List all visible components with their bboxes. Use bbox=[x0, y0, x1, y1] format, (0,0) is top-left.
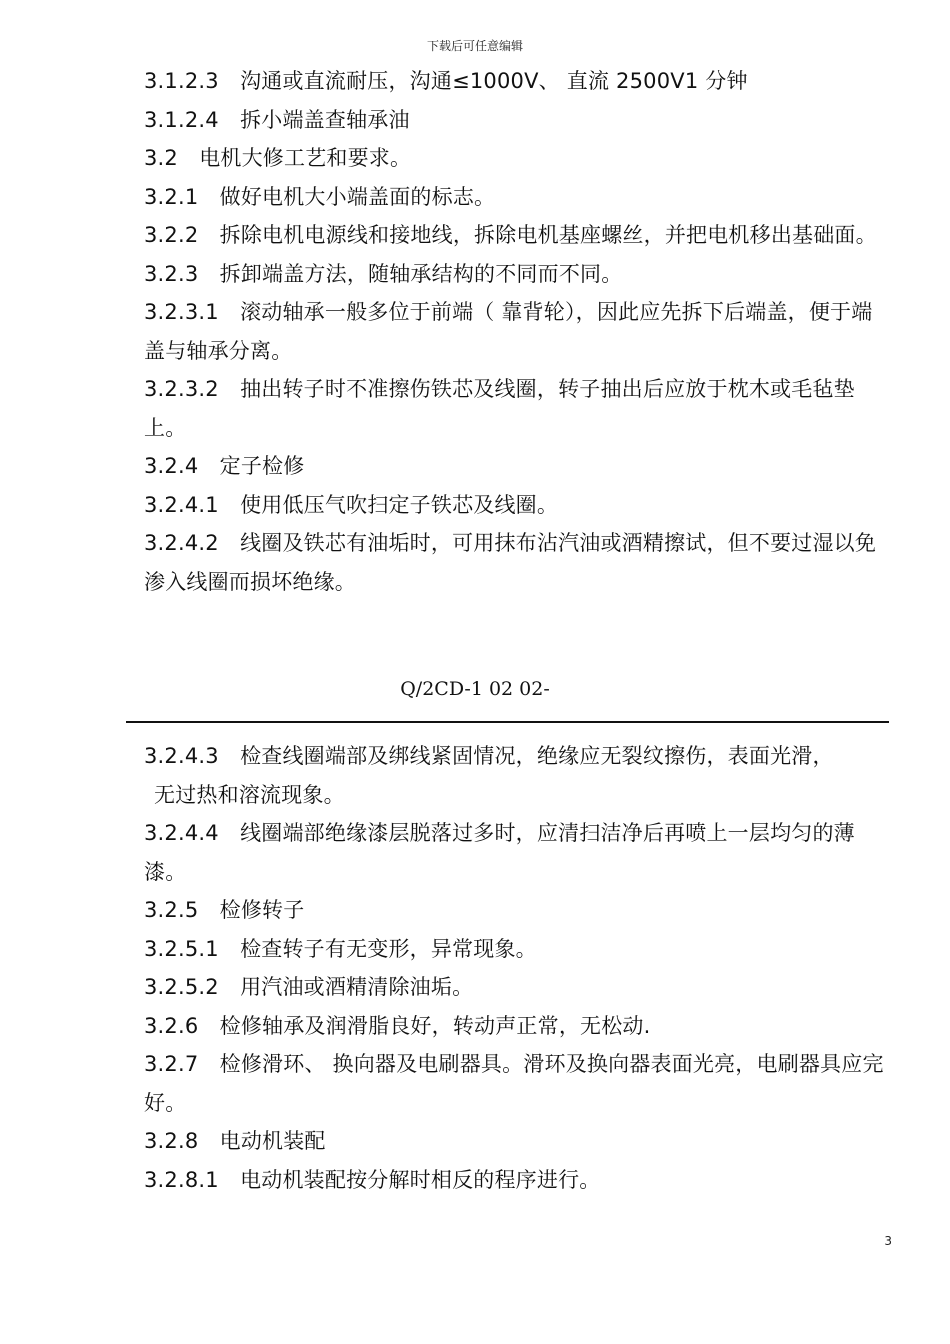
header-rule bbox=[126, 721, 889, 723]
paragraph-3-2-3-2: 3.2.3.2 抽出转子时不准擦伤铁芯及线圈，转子抽出后应放于枕木或毛毡垫上。 bbox=[144, 377, 855, 440]
document-body-section-b bbox=[144, 737, 884, 1199]
paragraph-3-2-3-1: 3.2.3.1 滚动轴承一般多位于前端（ 靠背轮），因此应先拆下后端盖，便于端盖与轴承分离。 bbox=[144, 300, 873, 363]
heading-3-2: 3.2 电机大修工艺和要求。 bbox=[144, 146, 412, 170]
paragraph-3-2-5-2: 3.2.5.2 用汽油或酒精清除油垢。 bbox=[144, 975, 474, 999]
page-number: 3 bbox=[884, 1234, 892, 1248]
paragraph-3-2-5-1: 3.2.5.1 检查转子有无变形，异常现象。 bbox=[144, 936, 537, 961]
paragraph-3-2-2: 3.2.2 拆除电机电源线和接地线，拆除电机基座螺丝，并把电机移出基础面。 bbox=[144, 223, 877, 247]
paragraph-3-1-2-4: 3.1.2.4 拆小端盖查轴承油 bbox=[144, 107, 410, 132]
paragraph-3-2-8-1: 3.2.8.1 电动机装配按分解时相反的程序进行。 bbox=[144, 1167, 601, 1192]
paragraph-3-1-2-3: 3.1.2.3 沟通或直流耐压，沟通≤1000V、 直流 2500V1 分钟 bbox=[144, 69, 748, 93]
paragraph-3-2-4-3: 3.2.4.3 检查线圈端部及绑线紧固情况，绝缘应无裂纹擦伤，表面光滑， bbox=[144, 744, 834, 768]
paragraph-3-2-3: 3.2.3 拆卸端盖方法，随轴承结构的不同而不同。 bbox=[144, 261, 623, 286]
header-note: 下载后可任意编辑 bbox=[426, 39, 523, 53]
paragraph-3-2-4-4: 3.2.4.4 线圈端部绝缘漆层脱落过多时，应清扫洁净后再喷上一层均匀的薄漆。 bbox=[144, 821, 855, 884]
paragraph-3-2-6: 3.2.6 检修轴承及润滑脂良好，转动声正常，无松动. bbox=[144, 1013, 651, 1038]
paragraph-3-2-1: 3.2.1 做好电机大小端盖面的标志。 bbox=[144, 184, 496, 209]
paragraph-3-2-7: 3.2.7 检修滑环、 换向器及电刷器具。滑环及换向器表面光亮，电刷器具应完好。 bbox=[144, 1052, 884, 1115]
heading-3-2-5: 3.2.5 检修转子 bbox=[144, 898, 305, 922]
paragraph-3-2-4-1: 3.2.4.1 使用低压气吹扫定子铁芯及线圈。 bbox=[144, 492, 559, 517]
document-code: Q/2CD-1 02 02- bbox=[400, 678, 550, 700]
document-body-section-a bbox=[144, 62, 884, 601]
paragraph-3-2-4-2: 3.2.4.2 线圈及铁芯有油垢时，可用抹布沾汽油或酒精擦试，但不要过湿以免渗入线圈而损坏绝缘。 bbox=[144, 531, 877, 594]
heading-3-2-4: 3.2.4 定子检修 bbox=[144, 454, 305, 478]
heading-3-2-8: 3.2.8 电动机装配 bbox=[144, 1129, 326, 1153]
paragraph-3-2-4-3-continued: 无过热和溶流现象。 bbox=[154, 782, 345, 807]
